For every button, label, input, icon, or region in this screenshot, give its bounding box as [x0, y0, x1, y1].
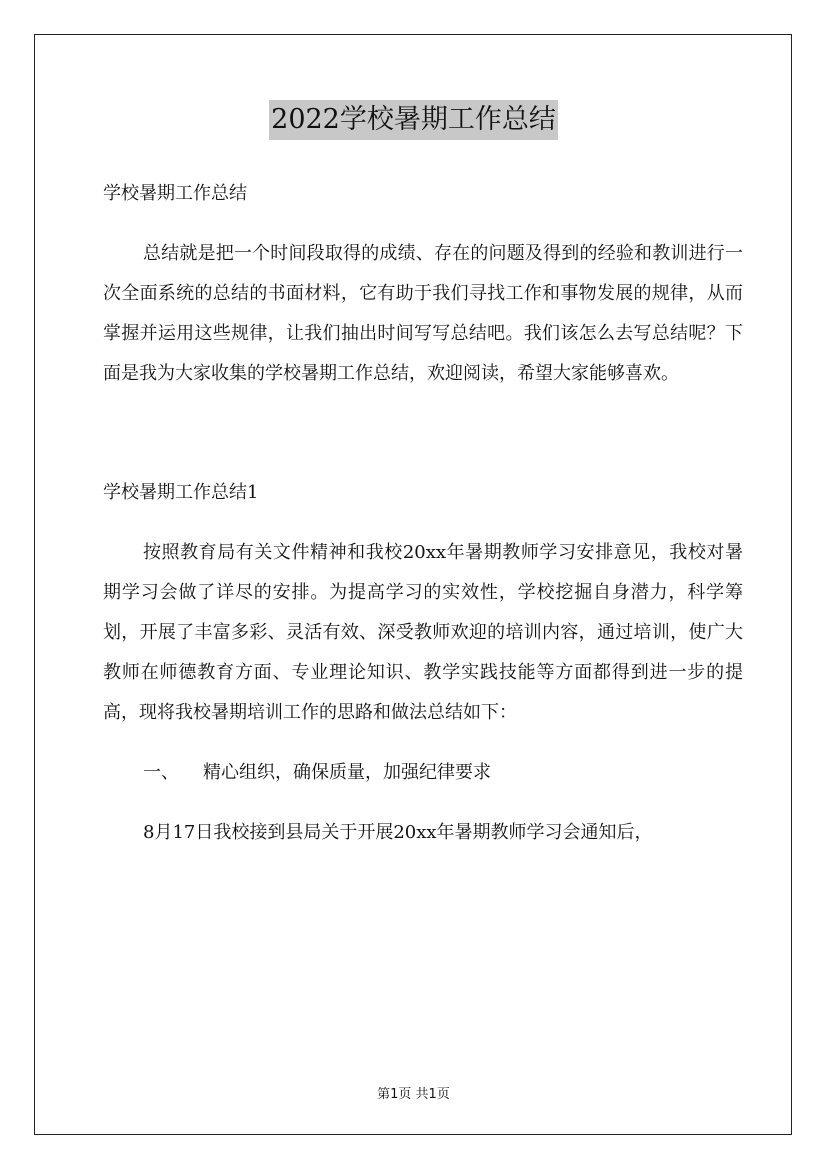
section-paragraph: 按照教育局有关文件精神和我校20xx年暑期教师学习安排意见，我校对暑期学习会做了详尽的安排。为提高学习的实效性，学校挖掘自身潜力，科学筹划，开展了丰富多彩、灵活有效、深受教师欢迎的培训内容，通过培训，使广大教师在师德教育方面、专业理论知识、教学实践技能等方面都得到进一步的提高，现将我校暑期培训工作的思路和做法总结如下：: [103, 542, 743, 723]
document-subtitle: 学校暑期工作总结: [103, 183, 247, 204]
document-body: [103, 174, 743, 853]
title-container: [0, 100, 827, 140]
spacer: [103, 214, 743, 234]
document-title: 2022学校暑期工作总结: [269, 100, 558, 140]
spacer: [103, 733, 743, 753]
list-item-number: 一、: [143, 762, 179, 783]
spacer: [103, 513, 743, 533]
section-heading: 学校暑期工作总结1: [103, 482, 259, 503]
list-item-text: 精心组织，确保质量，加强纪律要求: [203, 762, 491, 783]
list-item-heading: [103, 753, 743, 793]
spacer: [103, 394, 743, 473]
spacer: [103, 793, 743, 813]
page-footer: 第1页 共1页: [377, 1087, 450, 1102]
section-paragraph-2: 8月17日我校接到县局关于开展20xx年暑期教师学习会通知后，: [143, 822, 653, 843]
intro-paragraph: 总结就是把一个时间段取得的成绩、存在的问题及得到的经验和教训进行一次全面系统的总结的书面材料，它有助于我们寻找工作和事物发展的规律，从而掌握并运用这些规律，让我们抽出时间写写总结吧。我们该怎么去写总结呢？下面是我为大家收集的学校暑期工作总结，欢迎阅读，希望大家能够喜欢。: [103, 243, 743, 384]
